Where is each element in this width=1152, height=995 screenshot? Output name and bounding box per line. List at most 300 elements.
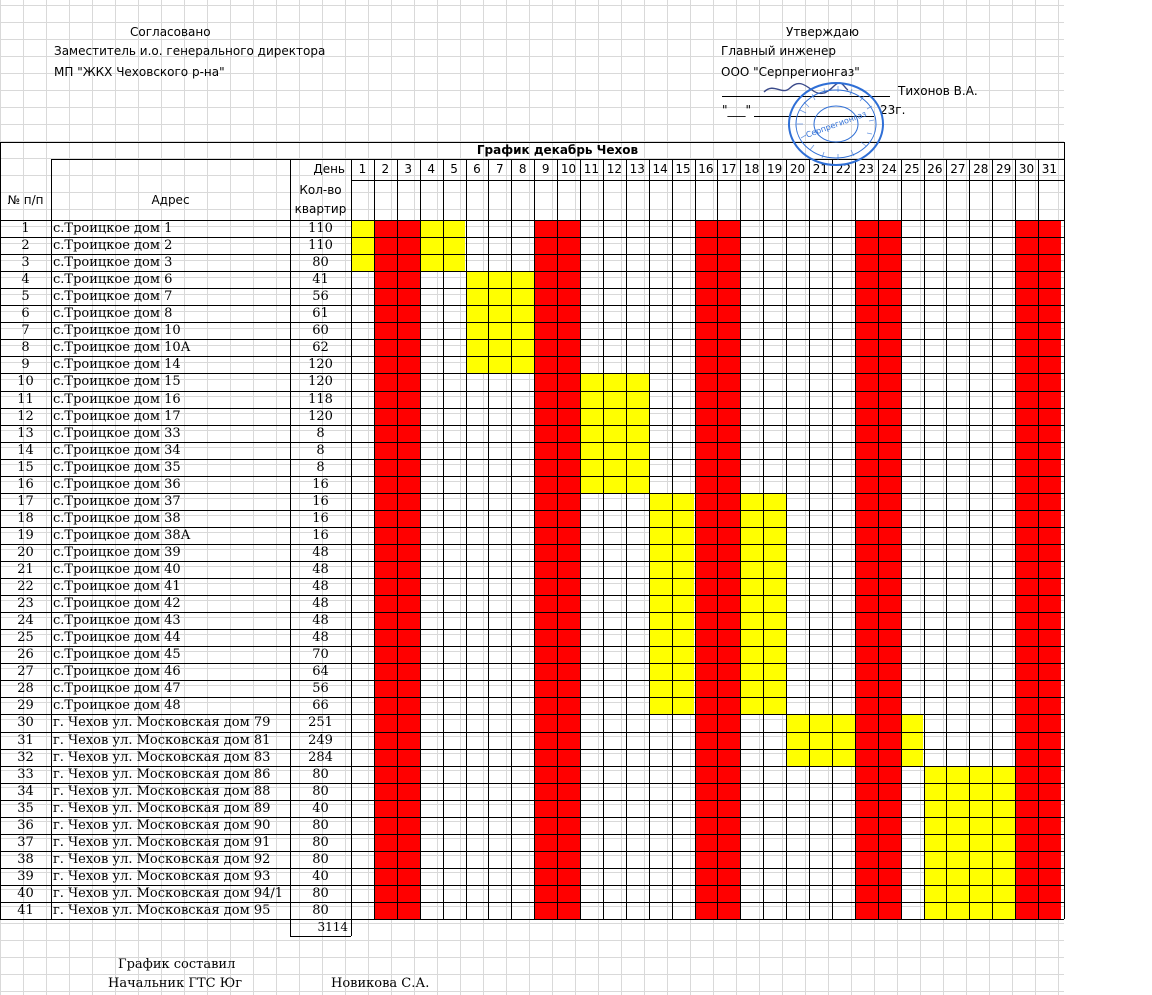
yellow-day-cell: [672, 680, 695, 698]
red-day-cell: [1038, 783, 1061, 801]
row-number: 19: [17, 527, 34, 543]
red-day-cell: [397, 442, 420, 460]
red-day-cell: [397, 305, 420, 323]
column-divider: [51, 159, 52, 919]
red-day-cell: [534, 885, 557, 903]
row-flats-count: 80: [312, 885, 329, 901]
row-flats-count: 80: [312, 903, 329, 918]
yellow-day-cell: [649, 510, 672, 528]
row-flats-count: 41: [312, 272, 329, 288]
row-flats-count: 64: [312, 664, 329, 680]
yellow-day-cell: [924, 783, 947, 801]
row-address: с.Троицкое дом 34: [53, 442, 181, 458]
red-day-cell: [397, 749, 420, 767]
row-flats-count: 48: [312, 562, 329, 577]
row-flats-count: 60: [312, 323, 329, 339]
red-day-cell: [1038, 237, 1061, 255]
red-day-cell: [374, 425, 397, 443]
day-number-header: 10: [560, 162, 577, 176]
red-day-cell: [1038, 254, 1061, 272]
yellow-day-cell: [672, 544, 695, 562]
red-day-cell: [717, 220, 740, 238]
yellow-day-cell: [992, 851, 1015, 869]
row-flats-count: 70: [312, 647, 329, 663]
row-address: с.Троицкое дом 44: [53, 630, 181, 646]
red-day-cell: [557, 714, 580, 732]
red-day-cell: [374, 732, 397, 750]
red-day-cell: [1038, 305, 1061, 323]
red-day-cell: [557, 493, 580, 511]
day-column-divider: [603, 159, 604, 919]
red-day-cell: [1038, 578, 1061, 596]
red-day-cell: [855, 322, 878, 340]
row-address: с.Троицкое дом 8: [53, 306, 173, 322]
approval-left-title: Согласовано: [130, 25, 211, 39]
row-number: 11: [17, 391, 34, 407]
row-number: 6: [21, 306, 30, 322]
red-day-cell: [1038, 459, 1061, 477]
yellow-day-cell: [443, 254, 466, 272]
red-day-cell: [855, 356, 878, 374]
yellow-day-cell: [649, 612, 672, 630]
row-number: 27: [17, 664, 34, 680]
red-day-cell: [878, 459, 901, 477]
red-day-cell: [878, 425, 901, 443]
red-day-cell: [878, 800, 901, 818]
red-day-cell: [1038, 493, 1061, 511]
yellow-day-cell: [924, 817, 947, 835]
red-day-cell: [557, 885, 580, 903]
row-number: 26: [17, 647, 34, 663]
row-number: 37: [17, 834, 34, 850]
red-day-cell: [1038, 220, 1061, 238]
red-day-cell: [534, 783, 557, 801]
red-day-cell: [557, 339, 580, 357]
red-day-cell: [534, 408, 557, 426]
day-column-divider: [420, 159, 421, 919]
row-number: 29: [17, 698, 34, 714]
day-column-divider: [763, 159, 764, 919]
red-day-cell: [534, 493, 557, 511]
red-day-cell: [534, 612, 557, 630]
red-day-cell: [855, 697, 878, 715]
red-day-cell: [855, 714, 878, 732]
red-day-cell: [695, 646, 718, 664]
yellow-day-cell: [443, 220, 466, 238]
red-day-cell: [717, 408, 740, 426]
row-address: с.Троицкое дом 17: [53, 408, 181, 424]
red-day-cell: [557, 629, 580, 647]
red-day-cell: [695, 578, 718, 596]
red-day-cell: [1015, 305, 1038, 323]
red-day-cell: [855, 885, 878, 903]
red-day-cell: [374, 595, 397, 613]
yellow-day-cell: [580, 391, 603, 409]
red-day-cell: [557, 834, 580, 852]
red-day-cell: [878, 271, 901, 289]
red-day-cell: [397, 817, 420, 835]
yellow-day-cell: [672, 646, 695, 664]
row-number: 21: [17, 562, 34, 577]
day-column-divider: [649, 159, 650, 919]
yellow-day-cell: [763, 561, 786, 579]
yellow-day-cell: [924, 800, 947, 818]
row-address: г. Чехов ул. Московская дом 93: [53, 868, 271, 884]
day-column-divider: [695, 159, 696, 919]
yellow-day-cell: [511, 339, 534, 357]
row-address: г. Чехов ул. Московская дом 88: [53, 783, 271, 799]
red-day-cell: [878, 544, 901, 562]
yellow-day-cell: [992, 885, 1015, 903]
red-day-cell: [534, 220, 557, 238]
yellow-day-cell: [603, 459, 626, 477]
row-address: с.Троицкое дом 35: [53, 459, 181, 475]
yellow-day-cell: [466, 339, 489, 357]
day-number-header: 20: [789, 162, 806, 176]
day-number-header: 23: [858, 162, 874, 176]
red-day-cell: [557, 800, 580, 818]
red-day-cell: [878, 578, 901, 596]
yellow-day-cell: [466, 356, 489, 374]
yellow-day-cell: [672, 697, 695, 715]
red-day-cell: [557, 459, 580, 477]
yellow-day-cell: [580, 373, 603, 391]
red-day-cell: [1038, 629, 1061, 647]
red-day-cell: [695, 322, 718, 340]
yellow-day-cell: [992, 783, 1015, 801]
flats-column-header-line1: Кол-во: [299, 183, 342, 197]
red-day-cell: [695, 459, 718, 477]
red-day-cell: [855, 527, 878, 545]
red-day-cell: [878, 749, 901, 767]
red-day-cell: [878, 714, 901, 732]
red-day-cell: [374, 663, 397, 681]
red-day-cell: [397, 766, 420, 784]
day-number-header: 3: [404, 162, 413, 176]
red-day-cell: [695, 339, 718, 357]
red-day-cell: [878, 476, 901, 494]
day-number-header: 29: [995, 162, 1012, 176]
row-flats-count: 56: [312, 681, 329, 697]
red-day-cell: [397, 288, 420, 306]
red-day-cell: [1015, 612, 1038, 630]
yellow-day-cell: [786, 749, 809, 767]
yellow-day-cell: [511, 322, 534, 340]
row-number: 23: [17, 596, 34, 612]
number-column-header: № п/п: [7, 193, 44, 207]
row-number: 5: [21, 289, 30, 305]
yellow-day-cell: [626, 373, 649, 391]
red-day-cell: [374, 254, 397, 272]
red-day-cell: [695, 425, 718, 443]
red-day-cell: [855, 851, 878, 869]
row-number: 4: [21, 272, 30, 288]
yellow-day-cell: [740, 493, 763, 511]
red-day-cell: [717, 697, 740, 715]
red-day-cell: [878, 322, 901, 340]
red-day-cell: [557, 220, 580, 238]
red-day-cell: [855, 408, 878, 426]
row-flats-count: 48: [312, 613, 329, 629]
yellow-day-cell: [351, 220, 374, 238]
day-number-header: 12: [606, 162, 622, 176]
red-day-cell: [534, 629, 557, 647]
red-day-cell: [374, 493, 397, 511]
red-day-cell: [1015, 408, 1038, 426]
red-day-cell: [557, 783, 580, 801]
yellow-day-cell: [511, 271, 534, 289]
red-day-cell: [557, 288, 580, 306]
yellow-day-cell: [672, 561, 695, 579]
red-day-cell: [374, 527, 397, 545]
red-day-cell: [534, 663, 557, 681]
red-day-cell: [717, 544, 740, 562]
red-day-cell: [695, 800, 718, 818]
red-day-cell: [397, 510, 420, 528]
red-day-cell: [557, 646, 580, 664]
yellow-day-cell: [763, 612, 786, 630]
red-day-cell: [557, 305, 580, 323]
row-address: с.Троицкое дом 10: [53, 323, 181, 339]
organization-stamp: [786, 80, 886, 168]
red-day-cell: [695, 783, 718, 801]
row-flats-count: 48: [312, 596, 329, 612]
red-day-cell: [695, 373, 718, 391]
row-address: с.Троицкое дом 10А: [53, 340, 191, 356]
red-day-cell: [1038, 851, 1061, 869]
row-flats-count: 118: [308, 391, 333, 407]
red-day-cell: [1015, 356, 1038, 374]
yellow-day-cell: [649, 561, 672, 579]
red-day-cell: [717, 629, 740, 647]
red-day-cell: [534, 356, 557, 374]
red-day-cell: [534, 510, 557, 528]
red-day-cell: [855, 680, 878, 698]
yellow-day-cell: [946, 902, 969, 920]
red-day-cell: [695, 766, 718, 784]
red-day-cell: [1015, 680, 1038, 698]
row-flats-count: 48: [312, 544, 329, 560]
yellow-day-cell: [946, 766, 969, 784]
total-bottom-border: [290, 936, 351, 937]
red-day-cell: [717, 783, 740, 801]
red-day-cell: [397, 714, 420, 732]
row-flats-count: 120: [308, 408, 333, 424]
day-column-divider: [901, 159, 902, 919]
row-divider: [0, 919, 1064, 920]
red-day-cell: [878, 288, 901, 306]
red-day-cell: [878, 851, 901, 869]
yellow-day-cell: [351, 254, 374, 272]
red-day-cell: [374, 629, 397, 647]
yellow-day-cell: [420, 254, 443, 272]
red-day-cell: [1038, 271, 1061, 289]
yellow-day-cell: [901, 714, 924, 732]
red-day-cell: [717, 322, 740, 340]
red-day-cell: [374, 391, 397, 409]
red-day-cell: [695, 288, 718, 306]
yellow-day-cell: [901, 749, 924, 767]
red-day-cell: [1038, 697, 1061, 715]
approval-right-org: ООО "Серпрегионгаз": [721, 65, 860, 79]
yellow-day-cell: [580, 425, 603, 443]
red-day-cell: [855, 271, 878, 289]
day-column-divider: [580, 159, 581, 919]
red-day-cell: [695, 629, 718, 647]
day-column-divider: [397, 159, 398, 919]
yellow-day-cell: [672, 510, 695, 528]
yellow-day-cell: [946, 851, 969, 869]
red-day-cell: [878, 254, 901, 272]
row-flats-count: 16: [312, 493, 329, 509]
yellow-day-cell: [488, 271, 511, 289]
row-address: г. Чехов ул. Московская дом 83: [53, 749, 271, 765]
red-day-cell: [1038, 425, 1061, 443]
red-day-cell: [557, 868, 580, 886]
day-number-header: 11: [583, 162, 600, 176]
red-day-cell: [534, 851, 557, 869]
red-day-cell: [557, 373, 580, 391]
row-number: 13: [17, 425, 34, 441]
red-day-cell: [695, 220, 718, 238]
row-number: 18: [17, 510, 34, 526]
yellow-day-cell: [649, 578, 672, 596]
yellow-day-cell: [649, 595, 672, 613]
row-address: с.Троицкое дом 33: [53, 425, 181, 441]
red-day-cell: [374, 834, 397, 852]
red-day-cell: [855, 646, 878, 664]
row-number: 24: [17, 613, 34, 629]
red-day-cell: [878, 732, 901, 750]
red-day-cell: [878, 305, 901, 323]
yellow-day-cell: [672, 663, 695, 681]
yellow-day-cell: [626, 391, 649, 409]
row-flats-count: 66: [312, 698, 329, 714]
row-flats-count: 48: [312, 579, 329, 595]
red-day-cell: [695, 868, 718, 886]
row-number: 7: [21, 323, 30, 339]
red-day-cell: [1015, 749, 1038, 767]
red-day-cell: [878, 817, 901, 835]
red-day-cell: [855, 288, 878, 306]
red-day-cell: [717, 254, 740, 272]
red-day-cell: [557, 544, 580, 562]
footer-name: Новикова С.А.: [331, 976, 430, 991]
red-day-cell: [374, 339, 397, 357]
red-day-cell: [1015, 322, 1038, 340]
red-day-cell: [878, 442, 901, 460]
red-day-cell: [557, 356, 580, 374]
red-day-cell: [717, 595, 740, 613]
row-address: с.Троицкое дом 39: [53, 544, 181, 560]
red-day-cell: [557, 766, 580, 784]
row-address: г. Чехов ул. Московская дом 90: [53, 817, 271, 833]
red-day-cell: [1038, 561, 1061, 579]
red-day-cell: [397, 868, 420, 886]
table-left-border: [0, 142, 1, 159]
red-day-cell: [557, 578, 580, 596]
red-day-cell: [374, 442, 397, 460]
red-day-cell: [397, 834, 420, 852]
red-day-cell: [1015, 544, 1038, 562]
red-day-cell: [534, 714, 557, 732]
yellow-day-cell: [466, 322, 489, 340]
day-number-header: 13: [629, 162, 645, 176]
red-day-cell: [534, 373, 557, 391]
red-day-cell: [1038, 322, 1061, 340]
day-column-divider: [786, 159, 787, 919]
row-address: г. Чехов ул. Московская дом 92: [53, 851, 271, 867]
red-day-cell: [397, 629, 420, 647]
yellow-day-cell: [603, 476, 626, 494]
yellow-day-cell: [969, 851, 992, 869]
red-day-cell: [397, 476, 420, 494]
row-number: 28: [17, 681, 34, 697]
day-number-header: 7: [496, 162, 504, 176]
red-day-cell: [397, 612, 420, 630]
yellow-day-cell: [488, 356, 511, 374]
row-number: 40: [17, 885, 34, 901]
red-day-cell: [397, 237, 420, 255]
row-address: с.Троицкое дом 37: [53, 493, 181, 509]
red-day-cell: [397, 220, 420, 238]
yellow-day-cell: [626, 476, 649, 494]
yellow-day-cell: [488, 339, 511, 357]
yellow-day-cell: [992, 868, 1015, 886]
yellow-day-cell: [603, 408, 626, 426]
red-day-cell: [717, 663, 740, 681]
red-day-cell: [878, 220, 901, 238]
red-day-cell: [557, 442, 580, 460]
red-day-cell: [397, 885, 420, 903]
red-day-cell: [717, 817, 740, 835]
red-day-cell: [1015, 851, 1038, 869]
row-address: с.Троицкое дом 40: [53, 562, 181, 577]
day-column-divider: [626, 159, 627, 919]
row-address: с.Троицкое дом 15: [53, 374, 181, 390]
flats-column-header-line2: квартир: [294, 202, 347, 216]
day-number-header: 27: [950, 162, 966, 176]
red-day-cell: [695, 885, 718, 903]
red-day-cell: [717, 476, 740, 494]
red-day-cell: [855, 578, 878, 596]
yellow-day-cell: [740, 595, 763, 613]
day-column-divider: [992, 159, 993, 919]
row-number: 35: [17, 800, 34, 816]
red-day-cell: [397, 254, 420, 272]
day-column-divider: [946, 159, 947, 919]
red-day-cell: [878, 237, 901, 255]
red-day-cell: [695, 493, 718, 511]
red-day-cell: [717, 834, 740, 852]
red-day-cell: [374, 220, 397, 238]
yellow-day-cell: [832, 714, 855, 732]
red-day-cell: [557, 595, 580, 613]
yellow-day-cell: [511, 305, 534, 323]
red-day-cell: [374, 766, 397, 784]
red-day-cell: [1015, 578, 1038, 596]
row-address: с.Троицкое дом 48: [53, 698, 181, 714]
row-address: с.Троицкое дом 3: [53, 255, 173, 271]
red-day-cell: [695, 680, 718, 698]
red-day-cell: [695, 408, 718, 426]
yellow-day-cell: [649, 527, 672, 545]
red-day-cell: [717, 578, 740, 596]
yellow-day-cell: [626, 442, 649, 460]
red-day-cell: [1015, 646, 1038, 664]
red-day-cell: [397, 527, 420, 545]
red-day-cell: [878, 646, 901, 664]
